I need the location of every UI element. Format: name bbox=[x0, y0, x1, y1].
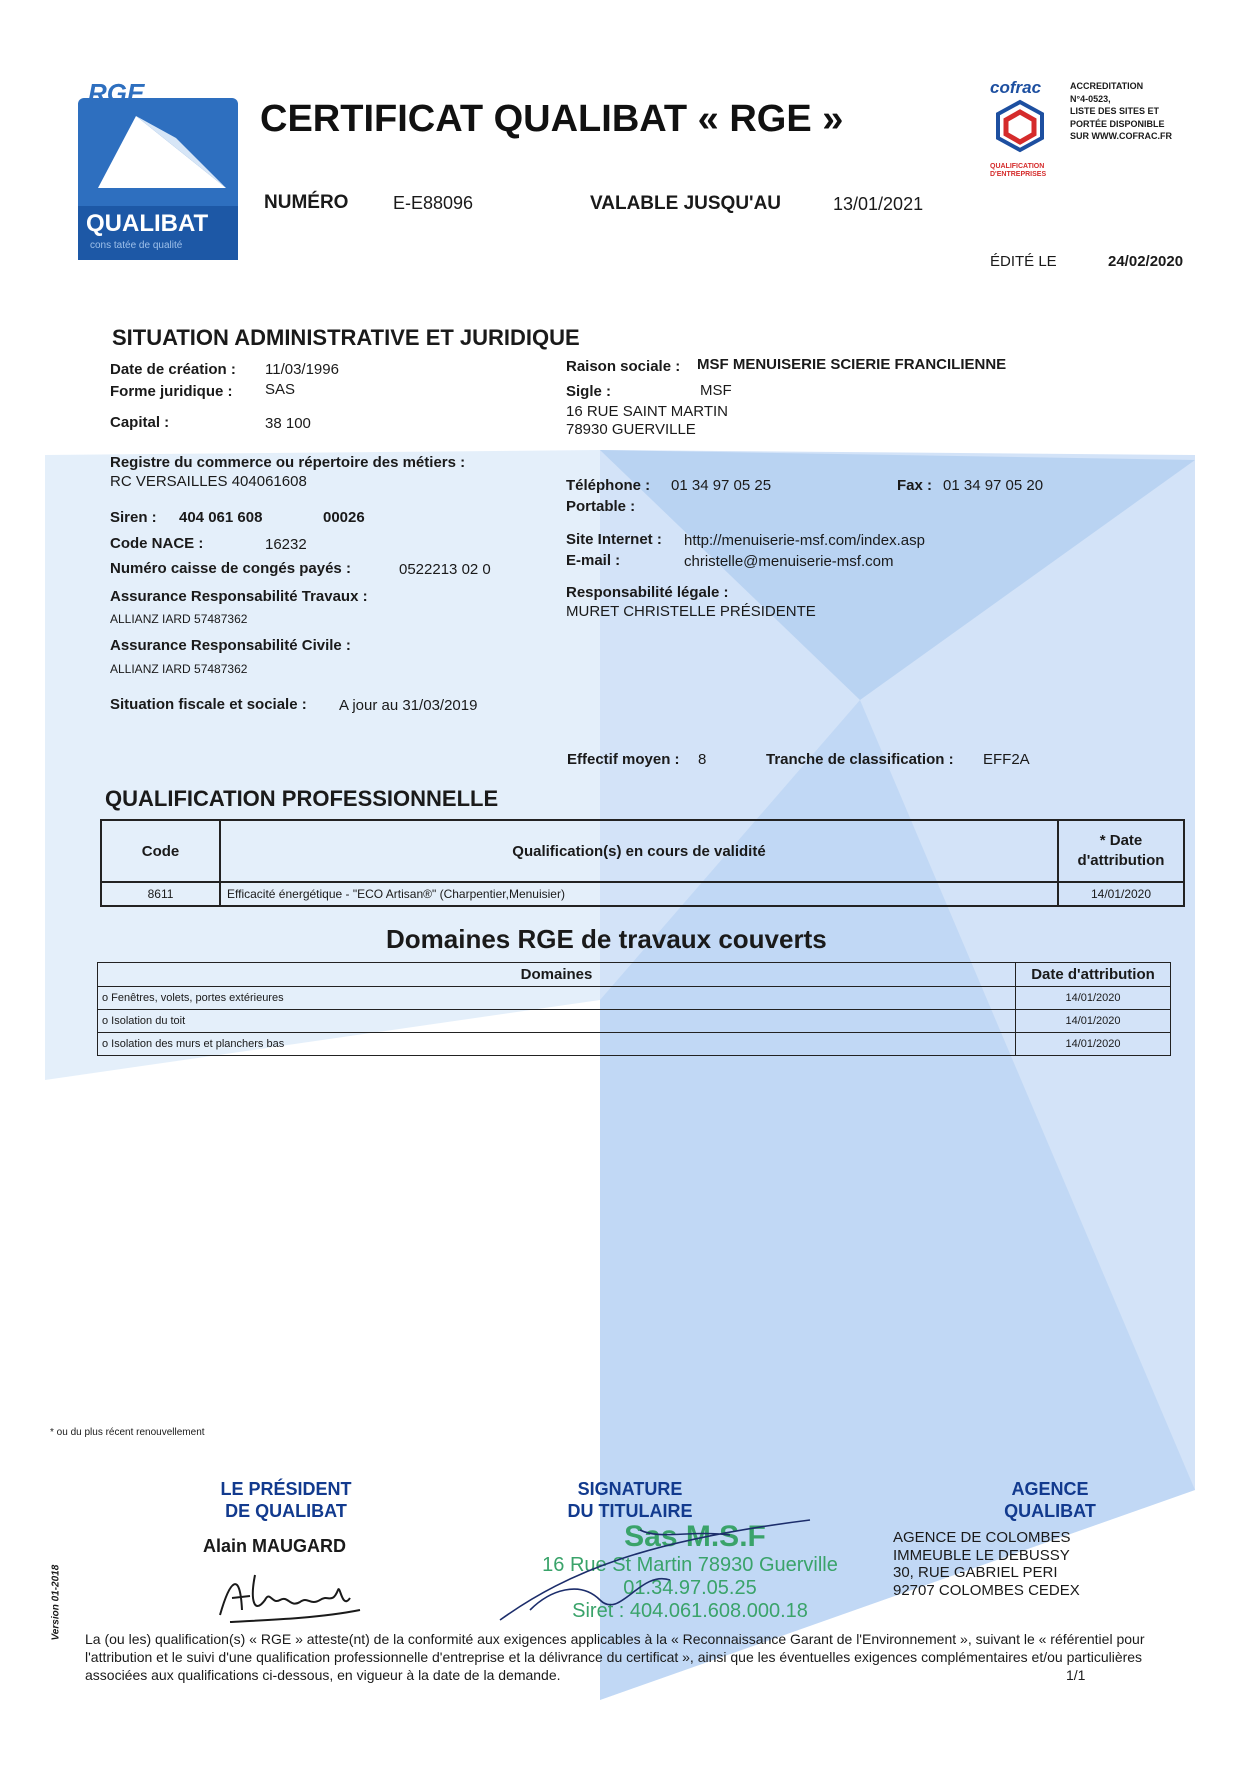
domaine-date: 14/01/2020 bbox=[1016, 1010, 1171, 1033]
cofrac-sub: QUALIFICATION D'ENTREPRISES bbox=[990, 163, 1047, 178]
president-title-line-2: DE QUALIBAT bbox=[225, 1501, 347, 1521]
valable-value: 13/01/2021 bbox=[833, 194, 924, 214]
domaine-label: o Fenêtres, volets, portes extérieures bbox=[98, 987, 1016, 1010]
capital-value: 38 100 bbox=[265, 415, 311, 432]
accreditation-text bbox=[1070, 80, 1172, 143]
effectif-value: 8 bbox=[698, 751, 707, 768]
accreditation-line: PORTÉE DISPONIBLE bbox=[1070, 118, 1165, 129]
titulaire-signature bbox=[490, 1510, 820, 1630]
qualification-label: Efficacité énergétique - "ECO Artisan®" (Charpentier,Menuisier) bbox=[220, 882, 1058, 906]
siren-suffix: 00026 bbox=[323, 509, 365, 526]
stamp-line-2: 16 Rue St Martin 78930 Guerville bbox=[542, 1554, 838, 1576]
qualification-date: 14/01/2020 bbox=[1058, 882, 1184, 906]
table-header-row bbox=[98, 963, 1171, 987]
effectif-label: Effectif moyen : bbox=[567, 751, 680, 768]
stamp-line-1: Sas M.S.F bbox=[624, 1520, 766, 1553]
table-header-row bbox=[101, 820, 1184, 882]
caisse-label: Numéro caisse de congés payés : bbox=[110, 560, 351, 577]
qualification-code: 8611 bbox=[101, 882, 220, 906]
sigle-label: Sigle : bbox=[566, 383, 612, 400]
fiscale-value: A jour au 31/03/2019 bbox=[339, 697, 478, 714]
tel-value: 01 34 97 05 25 bbox=[671, 477, 772, 494]
table-row bbox=[98, 987, 1171, 1010]
col-date-attribution: Date d'attribution bbox=[1016, 963, 1171, 987]
siren-label: Siren : bbox=[110, 509, 157, 526]
domaine-date: 14/01/2020 bbox=[1016, 1033, 1171, 1056]
cofrac-logo bbox=[990, 78, 1050, 188]
table-row bbox=[98, 1033, 1171, 1056]
caisse-value: 0522213 02 0 bbox=[399, 561, 491, 578]
tel-label: Téléphone : bbox=[566, 477, 651, 494]
domaine-label: o Isolation des murs et planchers bas bbox=[98, 1033, 1016, 1056]
page-number: 1/1 bbox=[1066, 1667, 1086, 1683]
col-date-attribution bbox=[1058, 820, 1184, 882]
stamp-line-4: Siret : 404.061.608.000.18 bbox=[572, 1600, 808, 1622]
registre-value: RC VERSAILLES 404061608 bbox=[110, 473, 307, 490]
qualification-section-title: QUALIFICATION PROFESSIONNELLE bbox=[105, 786, 499, 811]
domaines-table bbox=[97, 962, 1171, 1056]
col-date-line-2: d'attribution bbox=[1077, 852, 1165, 869]
president-signature bbox=[210, 1560, 370, 1630]
col-qualification: Qualification(s) en cours de validité bbox=[220, 820, 1058, 882]
qualification-table bbox=[100, 819, 1185, 907]
cofrac-hexagon-icon bbox=[990, 98, 1050, 158]
address-line-2: 78930 GUERVILLE bbox=[566, 421, 696, 438]
agence-title-line-1: AGENCE bbox=[1011, 1479, 1089, 1499]
accreditation-line: SUR WWW.COFRAC.FR bbox=[1070, 131, 1172, 141]
table-row bbox=[98, 1010, 1171, 1033]
qualibat-rge-logo bbox=[76, 78, 241, 262]
numero-label: NUMÉRO bbox=[264, 192, 349, 213]
agence-address bbox=[893, 1529, 1080, 1599]
agence-title-line-2: QUALIBAT bbox=[1004, 1501, 1096, 1521]
agence-address-line: 30, RUE GABRIEL PERI bbox=[893, 1564, 1058, 1581]
capital-label: Capital : bbox=[110, 414, 170, 431]
address-line-1: 16 RUE SAINT MARTIN bbox=[566, 403, 728, 420]
logo-tagline: cons tatée de qualité bbox=[90, 240, 183, 251]
assur-travaux-value: ALLIANZ IARD 57487362 bbox=[110, 612, 248, 626]
fax-label: Fax : bbox=[897, 477, 933, 494]
resp-label: Responsabilité légale : bbox=[566, 584, 729, 601]
site-link[interactable]: http://menuiserie-msf.com/index.asp bbox=[684, 532, 925, 549]
domaine-date: 14/01/2020 bbox=[1016, 987, 1171, 1010]
logo-rge-text: RGE bbox=[88, 78, 145, 108]
col-date-line-1: * Date bbox=[1099, 832, 1143, 849]
date-creation-label: Date de création : bbox=[110, 361, 236, 378]
domaines-section-title: Domaines RGE de travaux couverts bbox=[386, 924, 827, 954]
agence-address-line: AGENCE DE COLOMBES bbox=[893, 1529, 1071, 1546]
page-title: CERTIFICAT QUALIBAT « RGE » bbox=[260, 98, 844, 140]
admin-section-title: SITUATION ADMINISTRATIVE ET JURIDIQUE bbox=[112, 325, 580, 350]
date-creation-value: 11/03/1996 bbox=[265, 361, 339, 378]
legal-text: La (ou les) qualification(s) « RGE » atteste(nt) de la conformité aux exigences applicables à la « Reconnaissance Garant de l'Environnement », suivant le « référentiel pour l'attribution et le suivi d'une qualification professionnelle d'entreprise et la délivrance du certificat », ainsi que les éventuelles exigences complémentaires et/ou particulières associées aux qualifications ci-dessous, en vigueur à la date de la demande. bbox=[85, 1631, 1145, 1683]
sigle-value: MSF bbox=[700, 382, 732, 399]
agence-title bbox=[980, 1478, 1120, 1522]
registre-label: Registre du commerce ou répertoire des métiers : bbox=[110, 454, 466, 471]
president-title bbox=[196, 1478, 376, 1522]
forme-value: SAS bbox=[265, 381, 296, 398]
logo-qualibat-text: QUALIBAT bbox=[86, 210, 209, 237]
domaine-label: o Isolation du toit bbox=[98, 1010, 1016, 1033]
assur-civile-label: Assurance Responsabilité Civile : bbox=[110, 637, 351, 654]
accreditation-line: N°4-0523, bbox=[1070, 93, 1111, 104]
col-domaines: Domaines bbox=[98, 963, 1016, 987]
col-code: Code bbox=[101, 820, 220, 882]
cofrac-logo-text: cofrac bbox=[990, 78, 1042, 97]
portable-label: Portable : bbox=[566, 498, 636, 515]
site-label: Site Internet : bbox=[566, 531, 662, 548]
raison-value: MSF MENUISERIE SCIERIE FRANCILIENNE bbox=[697, 356, 1007, 373]
accreditation-line: ACCREDITATION bbox=[1070, 81, 1144, 91]
tranche-value: EFF2A bbox=[983, 751, 1030, 768]
valable-label: VALABLE JUSQU'AU bbox=[590, 193, 782, 214]
siren-value: 404 061 608 bbox=[179, 509, 263, 526]
numero-value: E-E88096 bbox=[393, 193, 474, 213]
agence-address-line: 92707 COLOMBES CEDEX bbox=[893, 1581, 1080, 1599]
nace-label: Code NACE : bbox=[110, 535, 204, 552]
president-title-line-1: LE PRÉSIDENT bbox=[220, 1479, 352, 1499]
tranche-label: Tranche de classification : bbox=[766, 751, 954, 768]
titulaire-title-line-2: DU TITULAIRE bbox=[567, 1501, 693, 1521]
accreditation-line: LISTE DES SITES ET bbox=[1070, 106, 1160, 116]
footnote: * ou du plus récent renouvellement bbox=[50, 1427, 205, 1438]
assur-travaux-label: Assurance Responsabilité Travaux : bbox=[110, 588, 368, 605]
fax-value: 01 34 97 05 20 bbox=[943, 477, 1044, 494]
table-row bbox=[101, 882, 1184, 906]
email-link[interactable]: christelle@menuiserie-msf.com bbox=[684, 553, 894, 570]
fiscale-label: Situation fiscale et sociale : bbox=[110, 696, 307, 713]
stamp-line-3: 01.34.97.05.25 bbox=[623, 1577, 757, 1599]
forme-label: Forme juridique : bbox=[110, 383, 233, 400]
email-label: E-mail : bbox=[566, 552, 621, 569]
agence-address-line: IMMEUBLE LE DEBUSSY bbox=[893, 1546, 1070, 1564]
assur-civile-value: ALLIANZ IARD 57487362 bbox=[110, 662, 248, 676]
raison-label: Raison sociale : bbox=[566, 358, 681, 375]
edite-value: 24/02/2020 bbox=[1108, 253, 1184, 270]
edite-label: ÉDITÉ LE bbox=[990, 253, 1057, 270]
titulaire-title-line-1: SIGNATURE bbox=[577, 1479, 683, 1499]
nace-value: 16232 bbox=[265, 536, 307, 553]
president-name: Alain MAUGARD bbox=[203, 1536, 346, 1556]
resp-value: MURET CHRISTELLE PRÉSIDENTE bbox=[566, 603, 816, 620]
version-label: Version 01-2018 bbox=[50, 1564, 62, 1641]
